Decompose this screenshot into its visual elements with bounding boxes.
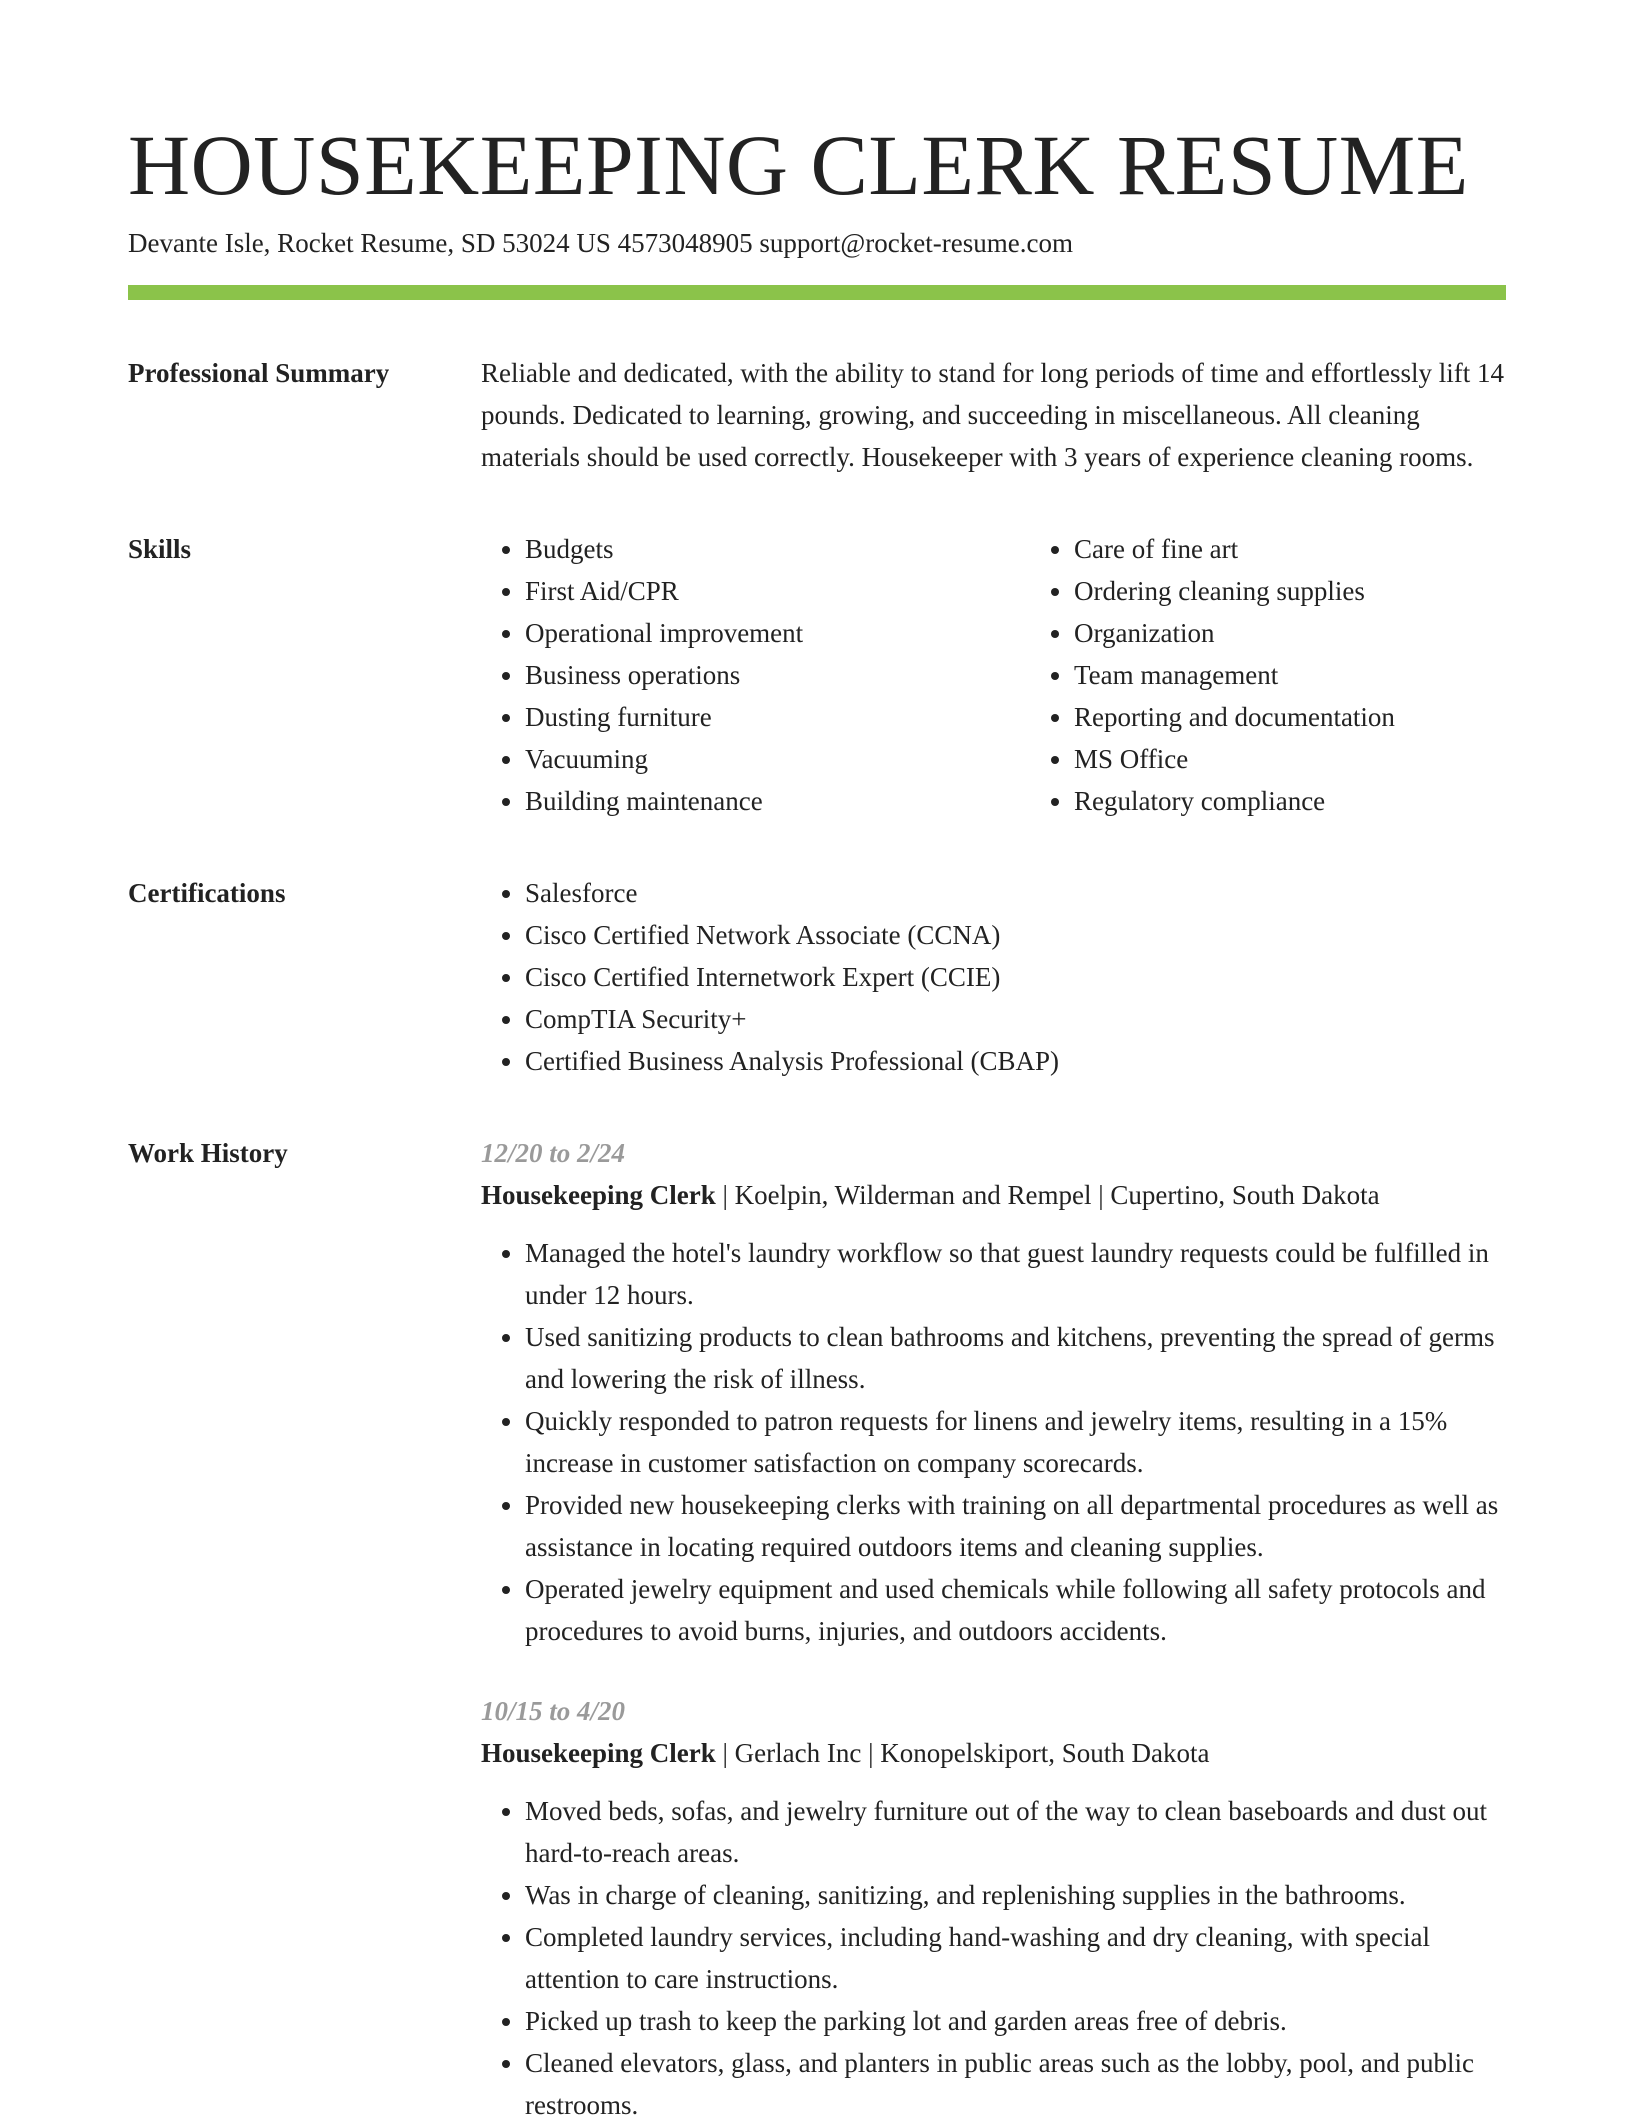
- skill-item: • Vacuuming: [525, 738, 1030, 780]
- skill-item: • Ordering cleaning supplies: [1074, 570, 1579, 612]
- job-bullet: • Moved beds, sofas, and jewelry furniture out of the way to clean baseboards and dust out hard-to-reach areas.: [525, 1790, 1506, 1874]
- section-label-work-history: Work History: [128, 1137, 288, 1168]
- certifications-list: [481, 872, 1506, 1082]
- job-bullet: • Completed laundry services, including hand-washing and dry cleaning, with special attention to care instructions.: [525, 1916, 1506, 2000]
- skill-item: • Organization: [1074, 612, 1579, 654]
- skills-section: [128, 528, 1506, 822]
- job-bullet: • Managed the hotel's laundry workflow so that guest laundry requests could be fulfilled in under 12 hours.: [525, 1232, 1506, 1316]
- job-entry: [481, 1690, 1506, 2126]
- job-dates: 12/20 to 2/24: [481, 1137, 626, 1168]
- section-label-certifications: Certifications: [128, 877, 286, 908]
- job-heading: [481, 1174, 1506, 1216]
- skills-list-left: [481, 528, 1030, 822]
- skill-item: • Reporting and documentation: [1074, 696, 1579, 738]
- skill-item: • Business operations: [525, 654, 1030, 696]
- resume-title: HOUSEKEEPING CLERK RESUME: [128, 117, 1469, 213]
- section-label-skills: Skills: [128, 533, 192, 564]
- job-bullet: • Quickly responded to patron requests for linens and jewelry items, resulting in a 15% increase in customer satisfaction on company scorecards.: [525, 1400, 1506, 1484]
- skill-item: • Building maintenance: [525, 780, 1030, 822]
- job-bullet: • Provided new housekeeping clerks with training on all departmental procedures as well as assistance in locating required outdoors items and cleaning supplies.: [525, 1484, 1506, 1568]
- job-entry: [481, 1132, 1506, 1652]
- skill-item: • Care of fine art: [1074, 528, 1579, 570]
- job-employer-location: | Gerlach Inc | Konopelskiport, South Dakota: [715, 1737, 1210, 1768]
- contact-line: Devante Isle, Rocket Resume, SD 53024 US 4573048905 support@rocket-resume.com: [128, 227, 1073, 258]
- skill-item: • MS Office: [1074, 738, 1579, 780]
- certification-item: • Cisco Certified Internetwork Expert (CCIE): [525, 956, 1506, 998]
- job-bullet: • Cleaned elevators, glass, and planters in public areas such as the lobby, pool, and public restrooms.: [525, 2042, 1506, 2126]
- job-bullet: • Operated jewelry equipment and used chemicals while following all safety protocols and procedures to avoid burns, injuries, and outdoors accidents.: [525, 1568, 1506, 1652]
- header-divider: [128, 285, 1506, 300]
- certification-item: • Cisco Certified Network Associate (CCNA): [525, 914, 1506, 956]
- summary-section: [128, 352, 1506, 478]
- job-bullets: [481, 1232, 1506, 1652]
- job-bullet: • Picked up trash to keep the parking lot and garden areas free of debris.: [525, 2000, 1506, 2042]
- certification-item: • Salesforce: [525, 872, 1506, 914]
- job-bullet: • Was in charge of cleaning, sanitizing, and replenishing supplies in the bathrooms.: [525, 1874, 1506, 1916]
- skill-item: • First Aid/CPR: [525, 570, 1030, 612]
- skill-item: • Operational improvement: [525, 612, 1030, 654]
- summary-text: Reliable and dedicated, with the ability to stand for long periods of time and effortlessly lift 14 pounds. Dedicated to learning, growing, and succeeding in miscellaneous. All cleaning materials should be used correctly. Housekeeper with 3 years of experience cleaning rooms.: [481, 357, 1505, 472]
- work-history-section: [128, 1132, 1506, 2126]
- job-heading: [481, 1732, 1506, 1774]
- skills-list-right: [1030, 528, 1579, 822]
- job-employer-location: | Koelpin, Wilderman and Rempel | Cupertino, South Dakota: [715, 1179, 1380, 1210]
- jobs-list: [481, 1132, 1506, 2126]
- job-bullet: • Used sanitizing products to clean bathrooms and kitchens, preventing the spread of germs and lowering the risk of illness.: [525, 1316, 1506, 1400]
- certification-item: • CompTIA Security+: [525, 998, 1506, 1040]
- skill-item: • Dusting furniture: [525, 696, 1030, 738]
- skill-item: • Team management: [1074, 654, 1579, 696]
- skill-item: • Regulatory compliance: [1074, 780, 1579, 822]
- section-label-summary: Professional Summary: [128, 357, 390, 388]
- certifications-section: [128, 872, 1506, 1082]
- job-title: Housekeeping Clerk: [481, 1179, 716, 1210]
- job-bullets: [481, 1790, 1506, 2126]
- job-dates: 10/15 to 4/20: [481, 1695, 626, 1726]
- job-title: Housekeeping Clerk: [481, 1737, 716, 1768]
- resume-page: [128, 118, 1506, 2126]
- skill-item: • Budgets: [525, 528, 1030, 570]
- certification-item: • Certified Business Analysis Professional (CBAP): [525, 1040, 1506, 1082]
